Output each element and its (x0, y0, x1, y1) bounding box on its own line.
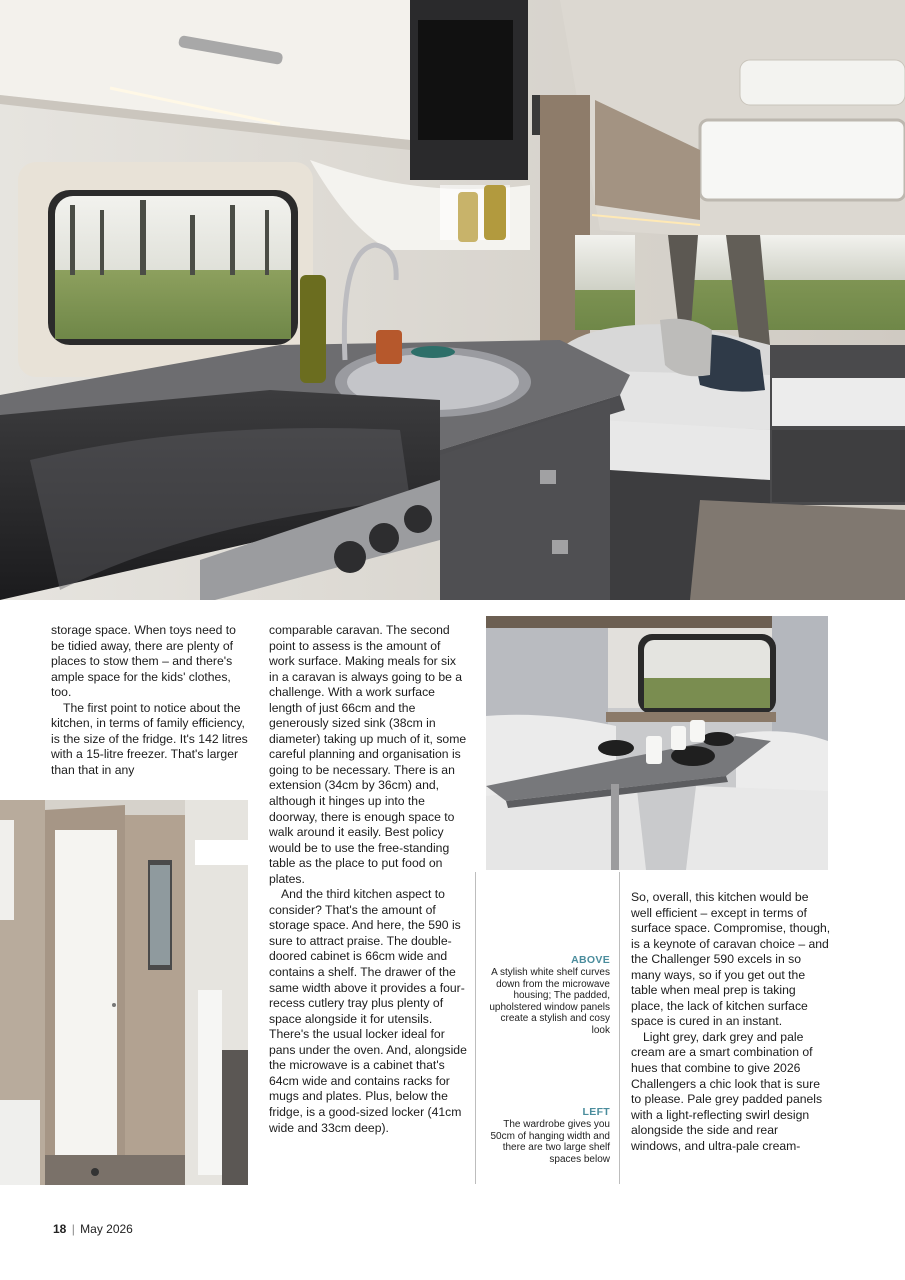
column-3-paragraph-2: Light grey, dark grey and pale cream are a smart combination of hues that combine to give 2026 Challengers a chic look that is sure to please. Pale grey padded panels with a light-reflecting swirl design alongside the side and rear windows, and ultra-pale cream- (631, 1029, 823, 1153)
article-column-3 (631, 890, 831, 1154)
column-1-paragraph-1: storage space. When toys need to be tidied away, there are plenty of places to stow them – and there's ample space for the kids' clothes, too. (51, 623, 236, 700)
column-2-paragraph-2: And the third kitchen aspect to consider? That's the amount of storage space. And here, the 590 is sure to attract praise. The double-doored cabinet is 66cm wide and contains a shelf. The drawer of the same width above it provides a four-recess cutlery tray plus plenty of space alongside it for utensils. There's the usual locker ideal for pans under the oven. And, alongside the microwave is a cabinet that's 64cm wide and contains racks for mugs and plates. Plus, below the fridge, is a good-sized locker (41cm wide and 33cm deep). (269, 887, 467, 1135)
article-column-2 (269, 623, 468, 1136)
dinette-photo (486, 616, 828, 870)
page-number: 18 (53, 1222, 67, 1236)
kitchen-photo-art (0, 0, 905, 600)
wardrobe-photo-art (0, 800, 248, 1185)
column-2-paragraph-1: comparable caravan. The second point to assess is the amount of work surface. Making meals for six in a caravan is always going to be a challenge. With a work surface length of just 66cm and the generously sized sink (38cm in diameter) taking up much of it, some careful planning and organisation is going to be necessary. There is an extension (34cm by 36cm) and, although it hinges up into the doorway, there is enough space to walk around it easily. Best policy would be to use the free-standing table as the place to put food on plates. (269, 623, 467, 886)
caption-above-heading: ABOVE (571, 954, 610, 966)
column-rule-2 (619, 872, 620, 1184)
column-1-paragraph-2: The first point to notice about the kitchen, in terms of family efficiency, is the size of the fridge. It's 142 litres with a 15-litre freezer. That's larger than that in any (51, 700, 248, 777)
caption-above-text: A stylish white shelf curves down from the microwave housing; The padded, upholstered window panels create a stylish and cosy look (489, 967, 610, 1036)
article-column-1 (51, 623, 248, 778)
kitchen-photo (0, 0, 905, 600)
dinette-photo-art (486, 616, 828, 870)
page-folio (53, 1222, 133, 1236)
column-rule-1 (475, 872, 476, 1184)
folio-separator: | (68, 1222, 79, 1236)
issue-date: May 2026 (80, 1222, 133, 1236)
wardrobe-photo (0, 800, 248, 1185)
caption-left (486, 1106, 610, 1165)
caption-left-heading: LEFT (582, 1106, 610, 1118)
caption-above (486, 954, 610, 1037)
caption-left-text: The wardrobe gives you 50cm of hanging width and there are two large shelf spaces below (490, 1119, 610, 1165)
column-3-paragraph-1: So, overall, this kitchen would be well efficient – except in terms of surface space. Compromise, though, is a keynote of caravan choice – and the Challenger 590 excels in so many ways, so if you get out the table when meal prep is taking place, the lack of kitchen surface space is cured in an instant. (631, 890, 831, 1029)
